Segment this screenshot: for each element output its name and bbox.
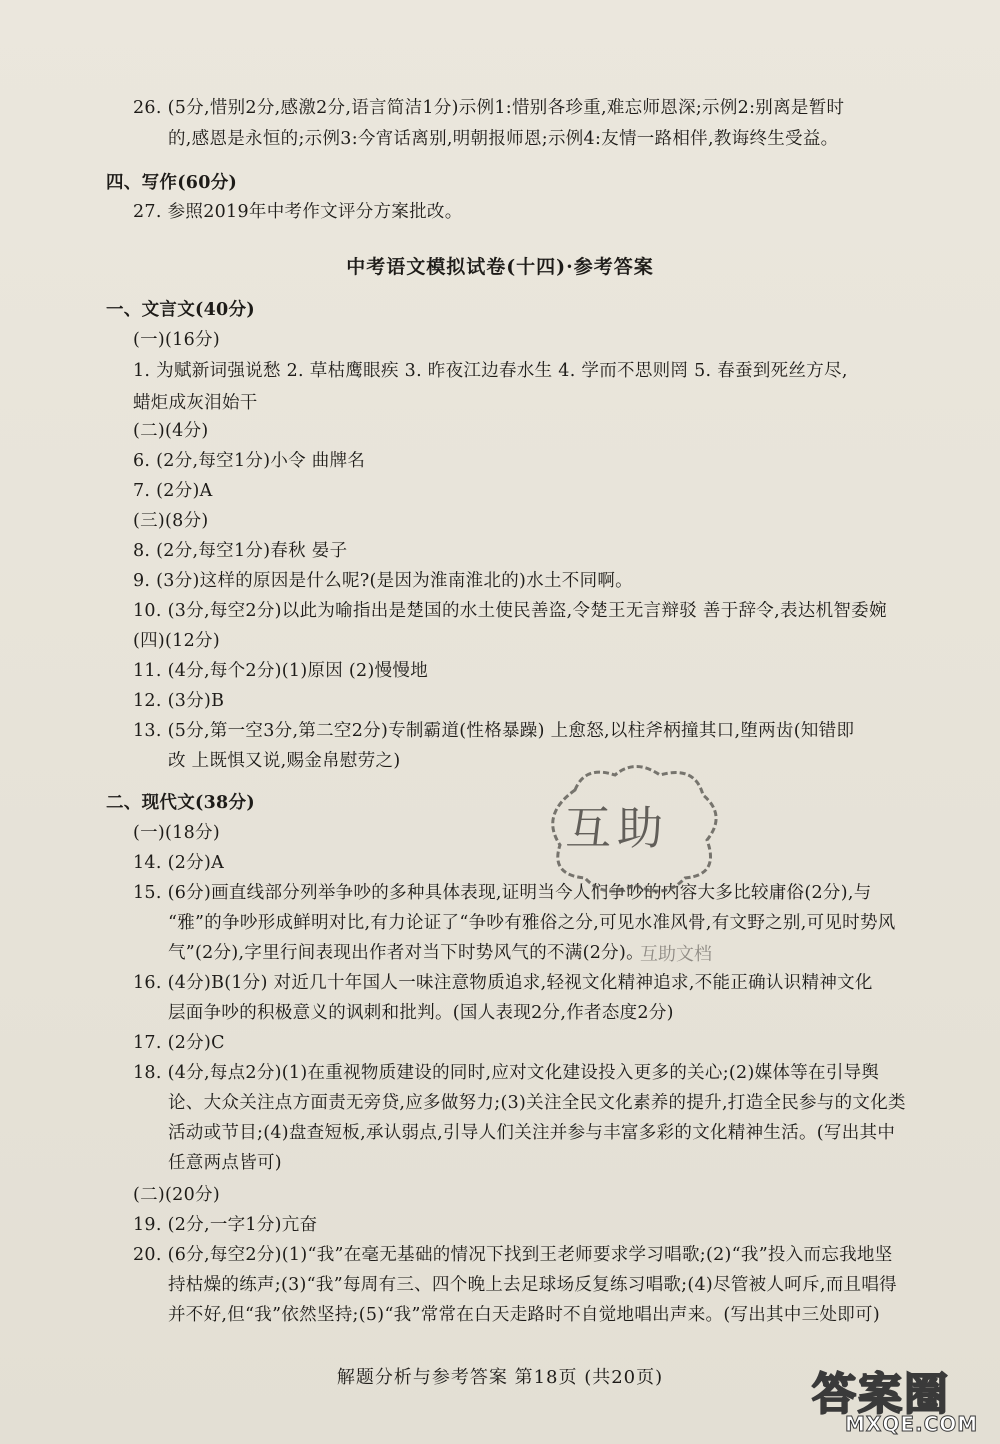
answer-line: 9. (3分)这样的原因是什么呢?(是因为淮南淮北的)水土不同啊。 [133, 571, 633, 591]
answer-line: 四、写作(60分) [106, 173, 238, 193]
watermark-text: 互助文档 [640, 944, 712, 965]
site-logo: 答案圈 [812, 1369, 950, 1420]
answer-line: 层面争吵的积极意义的讽刺和批判。(国人表现2分,作者态度2分) [168, 1003, 674, 1023]
answer-line: 15. (6分)画直线部分列举争吵的多种具体表现,证明当今人们争吵的内容大多比较庸俗(2分),与 [133, 883, 872, 903]
answer-line: 20. (6分,每空2分)(1)“我”在毫无基础的情况下找到王老师要求学习唱歌;(2)“我”投入而忘我地坚 [133, 1245, 893, 1265]
answer-line: 8. (2分,每空1分)春秋 晏子 [133, 541, 348, 561]
answer-line: 19. (2分,一字1分)亢奋 [133, 1215, 318, 1235]
answer-line: 11. (4分,每个2分)(1)原因 (2)慢慢地 [133, 661, 429, 681]
answer-line: (二)(20分) [133, 1185, 220, 1205]
section-title: 中考语文模拟试卷(十四)·参考答案 [346, 256, 654, 278]
page-footer: 解题分析与参考答案 第18页 (共20页) [336, 1367, 664, 1388]
answer-line: (二)(4分) [133, 421, 209, 441]
answer-line: (四)(12分) [133, 631, 220, 651]
answer-line: 蜡炬成灰泪始干 [133, 393, 258, 413]
answer-line: 17. (2分)C [133, 1033, 225, 1053]
answer-line: 13. (5分,第一空3分,第二空2分)专制霸道(性格暴躁) 上愈怒,以柱斧柄撞其口,堕两齿(知错即 [133, 721, 855, 741]
answer-line: “雅”的争吵形成鲜明对比,有力论证了“争吵有雅俗之分,可见水准风骨,有文野之别,可见时势风 [168, 913, 896, 933]
answer-line: 二、现代文(38分) [106, 793, 255, 813]
answer-line: 14. (2分)A [133, 853, 225, 873]
answer-line: 并不好,但“我”依然坚持;(5)“我”常常在白天走路时不自觉地唱出声来。(写出其中三处即可) [168, 1305, 880, 1325]
answer-line: 16. (4分)B(1分) 对近几十年国人一味注意物质追求,轻视文化精神追求,不能正确认识精神文化 [133, 973, 873, 993]
answer-line: 气”(2分),字里行间表现出作者对当下时势风气的不满(2分)。 [168, 943, 644, 963]
answer-line: 12. (3分)B [133, 691, 225, 711]
answer-line: 一、文言文(40分) [106, 300, 255, 320]
site-logo-url: MXQE.COM [845, 1412, 979, 1436]
answer-line: 改 上既惧又说,赐金帛慰劳之) [168, 751, 401, 771]
answer-line: 持枯燥的练声;(3)“我”每周有三、四个晚上去足球场反复练习唱歌;(4)尽管被人呵斥,而且唱得 [168, 1275, 897, 1295]
answer-line: 活动或节目;(4)盘查短板,承认弱点,引导人们关注并参与丰富多彩的文化精神生活。(写出其中 [168, 1123, 896, 1143]
answer-line: (三)(8分) [133, 511, 209, 531]
answer-line: 7. (2分)A [133, 481, 213, 501]
answer-line: 27. 参照2019年中考作文评分方案批改。 [133, 202, 463, 222]
answer-line: 26. (5分,惜别2分,感激2分,语言简洁1分)示例1:惜别各珍重,难忘师恩深;示例2:别离是暂时 [133, 98, 845, 118]
answer-line: 6. (2分,每空1分)小令 曲牌名 [133, 451, 366, 471]
answer-line: 18. (4分,每点2分)(1)在重视物质建设的同时,应对文化建设投入更多的关心;(2)媒体等在引导舆 [133, 1063, 880, 1083]
answer-line: 的,感恩是永恒的;示例3:今宵话离别,明朝报师恩;示例4:友情一路相伴,教诲终生受益。 [168, 129, 839, 149]
answer-line: (一)(18分) [133, 823, 220, 843]
answer-line: 论、大众关注点方面责无旁贷,应多做努力;(3)关注全民文化素养的提升,打造全民参与的文化类 [168, 1093, 906, 1113]
answer-line: (一)(16分) [133, 330, 220, 350]
stamp-text: 互助 [565, 801, 669, 855]
answer-line: 1. 为赋新词强说愁 2. 草枯鹰眼疾 3. 昨夜江边春水生 4. 学而不思则罔 5. 春蚕到死丝方尽, [133, 361, 848, 381]
answer-line: 10. (3分,每空2分)以此为喻指出是楚国的水土使民善盗,令楚王无言辩驳 善于辞令,表达机智委婉 [133, 601, 887, 621]
answer-line: 任意两点皆可) [168, 1153, 282, 1173]
